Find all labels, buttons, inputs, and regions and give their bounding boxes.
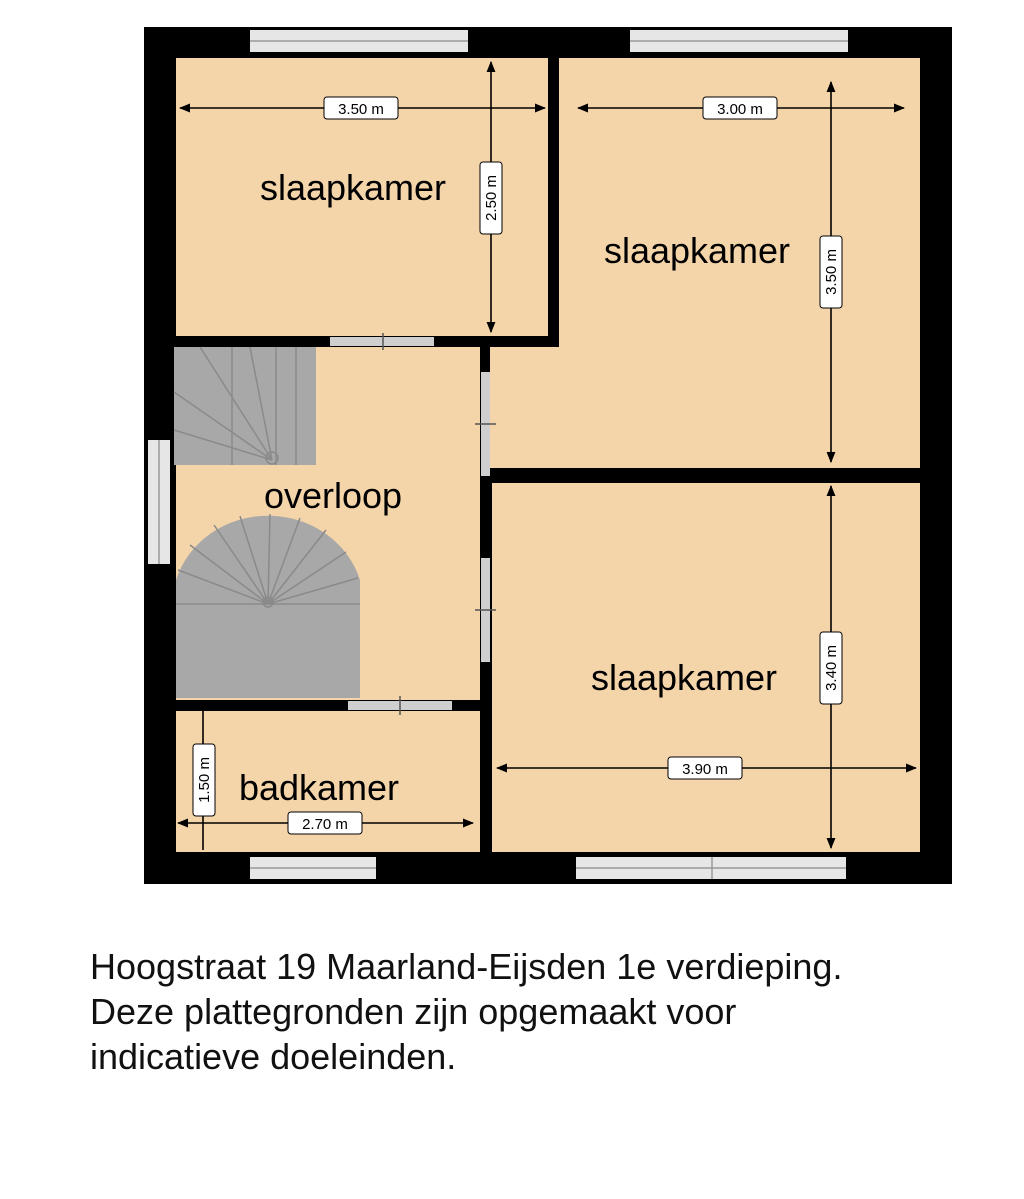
dim-label-bedroom-top-right-depth	[820, 236, 842, 308]
door	[330, 337, 434, 346]
dim-label-bathroom-depth	[193, 744, 215, 816]
floor-plan-caption	[90, 944, 1010, 1079]
dim-label-bedroom-bottom-right-width	[668, 757, 742, 779]
dim-label-bedroom-top-left-depth	[480, 162, 502, 234]
caption-line-3: indicatieve doeleinden.	[90, 1036, 457, 1077]
svg-text:2.50 m: 2.50 m	[483, 175, 500, 221]
room-label-bedroom-bottom-right: slaapkamer	[590, 657, 778, 698]
floor-passage	[490, 347, 570, 468]
caption-line-2: Deze plattegronden zijn opgemaakt voor	[90, 991, 737, 1032]
staircase-upper	[174, 347, 316, 465]
dim-label-bedroom-top-right-width	[703, 97, 777, 119]
dim-label-bedroom-top-left-width	[324, 97, 398, 119]
svg-text:3.40 m: 3.40 m	[823, 645, 840, 691]
svg-text:3.50 m: 3.50 m	[823, 249, 840, 295]
room-label-bedroom-top-left: slaapkamer	[259, 167, 447, 208]
room-label-landing: overloop	[263, 475, 403, 516]
staircase-lower	[176, 514, 360, 698]
room-label-bedroom-top-right: slaapkamer	[603, 230, 791, 271]
svg-text:3.90 m: 3.90 m	[682, 761, 728, 778]
dim-label-bedroom-bottom-right-depth	[820, 632, 842, 704]
caption-line-1: Hoogstraat 19 Maarland-Eijsden 1e verdieping.	[90, 946, 843, 987]
svg-text:2.70 m: 2.70 m	[302, 816, 348, 833]
svg-text:3.50 m: 3.50 m	[338, 101, 384, 118]
room-label-bathroom: badkamer	[238, 767, 400, 808]
svg-text:1.50 m: 1.50 m	[196, 757, 213, 803]
dim-label-bathroom-width	[288, 812, 362, 834]
svg-text:3.00 m: 3.00 m	[717, 101, 763, 118]
